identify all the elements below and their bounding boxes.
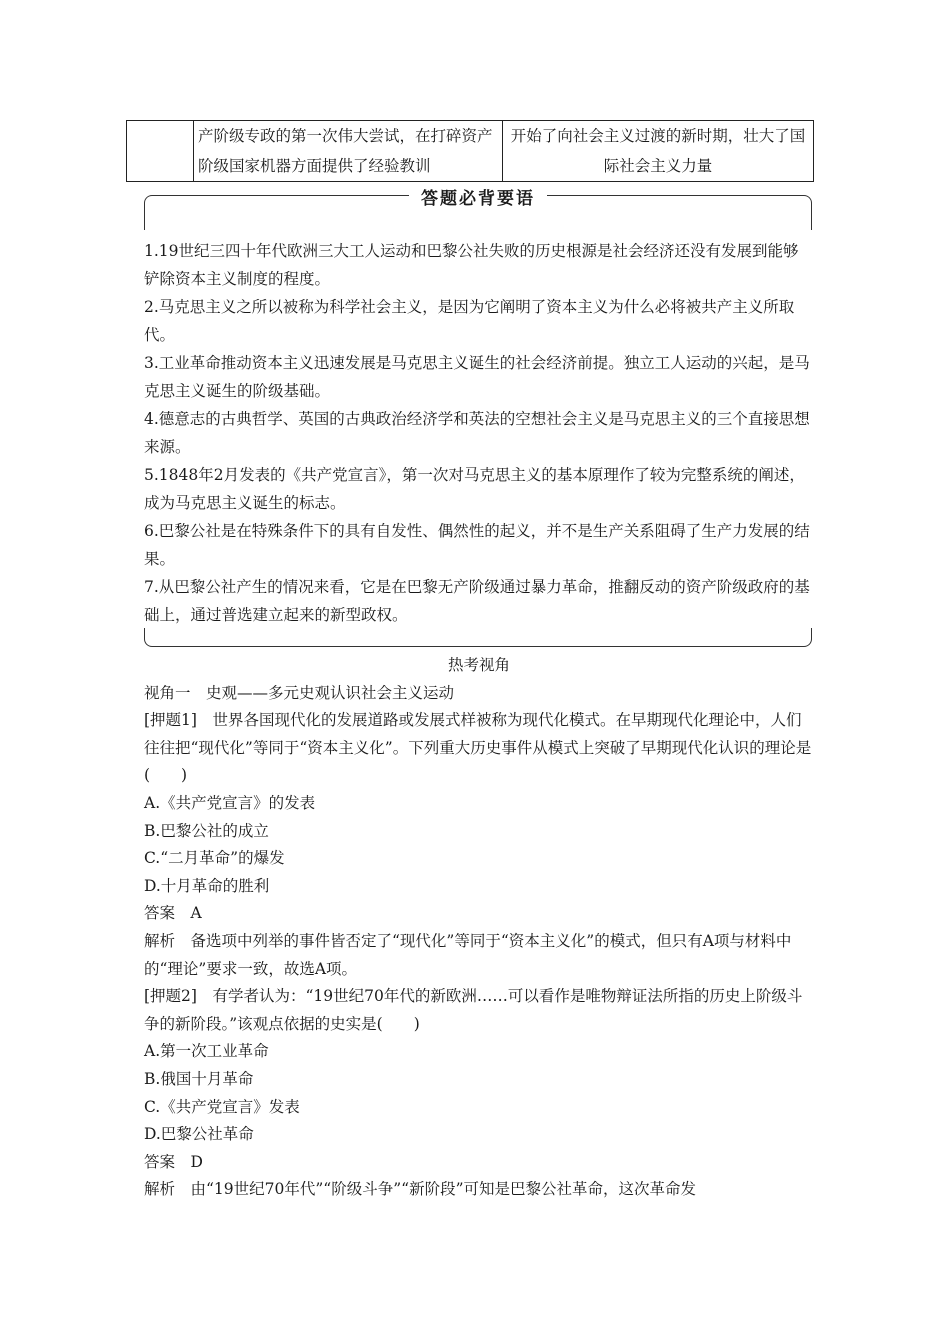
perspective-title: 视角一 史观——多元史观认识社会主义运动 <box>144 683 455 702</box>
option-b: B.巴黎公社的成立 <box>144 821 269 840</box>
question-1 <box>144 707 814 983</box>
analysis: 解析 备选项中列举的事件皆否定了“现代化”等同于“资本主义化”的模式，但只有A项与材料中的“理论”要求一致，故选A项。 <box>144 931 792 978</box>
option-a: A.第一次工业革命 <box>144 1042 269 1061</box>
summary-list <box>144 237 812 629</box>
comparison-table <box>126 120 814 182</box>
summary-item: 6.巴黎公社是在特殊条件下的具有自发性、偶然性的起义，并不是生产关系阻碍了生产力发展的结果。 <box>144 522 810 568</box>
summary-item: 2.马克思主义之所以被称为科学社会主义，是因为它阐明了资本主义为什么必将被共产主义所取代。 <box>144 298 795 344</box>
summary-item: 4.德意志的古典哲学、英国的古典政治经济学和英法的空想社会主义是马克思主义的三个直接思想来源。 <box>144 410 810 456</box>
answer: 答案 A <box>144 904 202 923</box>
option-b: B.俄国十月革命 <box>144 1069 254 1088</box>
question-stem: [押题1] 世界各国现代化的发展道路或发展式样被称为现代化模式。在早期现代化理论中，人们往往把“现代化”等同于“资本主义化”。下列重大历史事件从模式上突破了早期现代化认识的理论是( ) <box>144 711 812 785</box>
option-c: C.《共产党宣言》发表 <box>144 1097 300 1116</box>
table-cell-blank <box>127 121 194 182</box>
table-cell-october-revolution: 开始了向社会主义过渡的新时期，壮大了国际社会主义力量 <box>503 121 814 182</box>
summary-item: 1.19世纪三四十年代欧洲三大工人运动和巴黎公社失败的历史根源是社会经济还没有发展到能够铲除资本主义制度的程度。 <box>144 242 799 288</box>
summary-box <box>144 189 812 647</box>
option-a: A.《共产党宣言》的发表 <box>144 793 316 812</box>
option-c: C.“二月革命”的爆发 <box>144 849 285 868</box>
question-stem: [押题2] 有学者认为：“19世纪70年代的新欧洲……可以看作是唯物辩证法所指的历史上阶级斗争的新阶段。”该观点依据的史实是( ) <box>144 987 803 1033</box>
summary-item: 5.1848年2月发表的《共产党宣言》，第一次对马克思主义的基本原理作了较为完整系统的阐述，成为马克思主义诞生的标志。 <box>144 466 805 512</box>
main-content <box>144 652 814 1204</box>
box-bottom-border <box>144 628 812 647</box>
summary-box-title: 答题必背要语 <box>409 184 547 209</box>
analysis: 解析 由“19世纪70年代”“阶级斗争”“新阶段”可知是巴黎公社革命，这次革命发 <box>144 1180 696 1199</box>
option-d: D.巴黎公社革命 <box>144 1125 254 1144</box>
option-d: D.十月革命的胜利 <box>144 876 270 895</box>
summary-item: 7.从巴黎公社产生的情况来看，它是在巴黎无产阶级通过暴力革命，推翻反动的资产阶级政府的基础上，通过普选建立起来的新型政权。 <box>144 578 810 624</box>
answer: 答案 D <box>144 1152 203 1171</box>
table-cell-paris-commune: 产阶级专政的第一次伟大尝试，在打碎资产阶级国家机器方面提供了经验教训 <box>194 121 503 182</box>
section-title: 热考视角 <box>447 656 510 674</box>
table-row <box>127 121 814 182</box>
summary-item: 3.工业革命推动资本主义迅速发展是马克思主义诞生的社会经济前提。独立工人运动的兴起，是马克思主义诞生的阶级基础。 <box>144 354 810 400</box>
question-2 <box>144 983 814 1204</box>
